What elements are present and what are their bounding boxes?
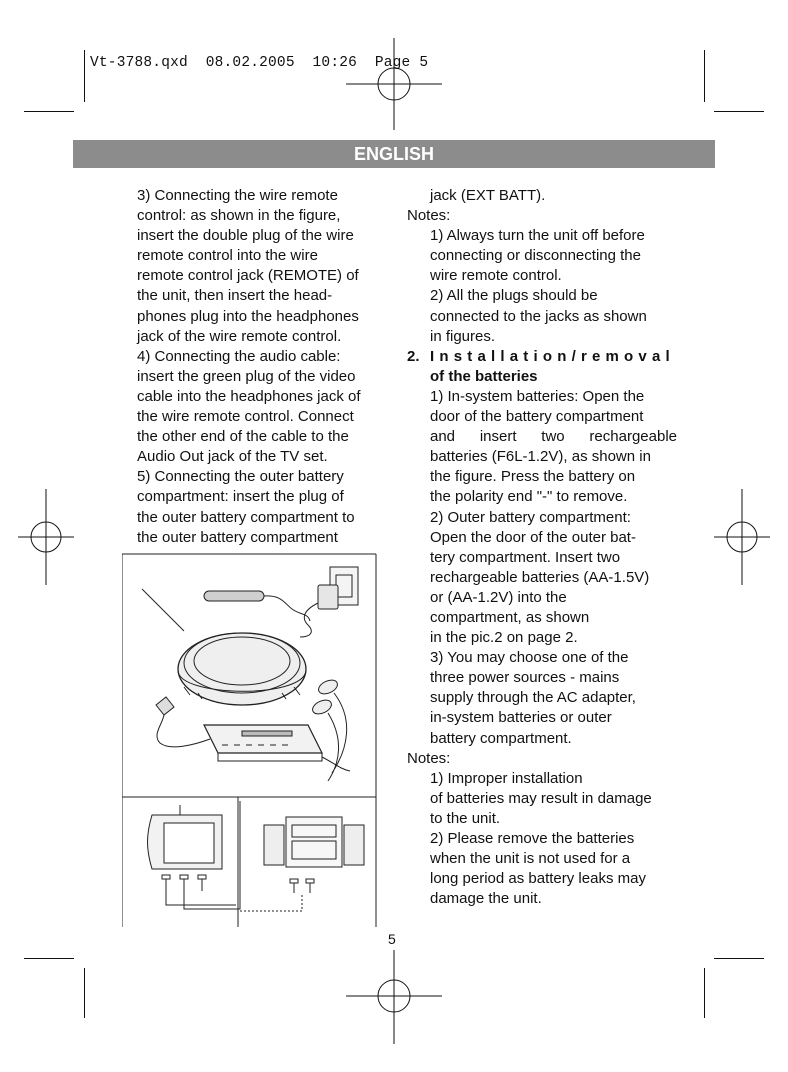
text-line: the figure. Press the battery on bbox=[430, 468, 636, 486]
text-line: connecting or disconnecting the bbox=[430, 247, 641, 265]
text-line: insert the double plug of the wire bbox=[137, 227, 354, 245]
text-line: 1) In-system batteries: Open the bbox=[430, 387, 645, 405]
text-line: compartment, as shown bbox=[430, 608, 590, 626]
page-number: 5 bbox=[388, 931, 396, 947]
text-line: batteries (F6L-1.2V), as shown in bbox=[430, 448, 651, 466]
text-line: rechargeable batteries (AA-1.5V) bbox=[430, 568, 650, 586]
text-line: damage the unit. bbox=[430, 890, 542, 908]
text-line: 1) Always turn the unit off before bbox=[430, 227, 645, 245]
text-line: door of the battery compartment bbox=[430, 408, 644, 426]
connection-diagram bbox=[122, 549, 377, 929]
text-line: to the unit. bbox=[430, 809, 501, 827]
text-line: tery compartment. Insert two bbox=[430, 548, 621, 566]
text-line: remote control jack (REMOTE) of bbox=[137, 267, 359, 285]
text-line: or (AA-1.2V) into the bbox=[430, 588, 567, 606]
text-line: the other end of the cable to the bbox=[137, 428, 349, 446]
text-line: 1) Improper installation bbox=[430, 769, 583, 787]
text-line: in figures. bbox=[430, 327, 496, 345]
section-number: 2. bbox=[407, 347, 420, 365]
section-heading bbox=[407, 347, 677, 367]
text-line: Open the door of the outer bat- bbox=[430, 528, 636, 546]
text-line: Audio Out jack of the TV set. bbox=[137, 448, 328, 466]
text-line: supply through the AC adapter, bbox=[430, 689, 636, 707]
text-line: 3) Connecting the wire remote bbox=[137, 187, 338, 204]
right-text-column bbox=[407, 186, 677, 909]
text-line: 4) Connecting the audio cable: bbox=[137, 347, 341, 365]
text-line: and insert two rechargeable bbox=[430, 428, 677, 446]
text-line: the wire remote control. Connect bbox=[137, 408, 354, 426]
section-title: Installation/removal bbox=[430, 347, 675, 365]
text-line: compartment: insert the plug of bbox=[137, 488, 344, 506]
text-line: control: as shown in the figure, bbox=[137, 207, 341, 225]
text-line: 2) All the plugs should be bbox=[430, 287, 598, 305]
text-line: insert the green plug of the video bbox=[137, 367, 356, 385]
text-line: remote control into the wire bbox=[137, 247, 318, 265]
text-line: the outer battery compartment bbox=[137, 528, 338, 546]
text-line: battery compartment. bbox=[430, 729, 572, 747]
text-line: wire remote control. bbox=[430, 267, 562, 285]
section-title-continued: of the batteries bbox=[430, 367, 538, 385]
text-line: phones plug into the headphones bbox=[137, 307, 359, 325]
registration-mark-top bbox=[344, 32, 444, 142]
text-line: the polarity end "-" to remove. bbox=[430, 488, 628, 506]
text-line: jack of the wire remote control. bbox=[137, 327, 342, 345]
text-line: in-system batteries or outer bbox=[430, 709, 612, 727]
text-line: three power sources - mains bbox=[430, 669, 620, 687]
text-line: 3) You may choose one of the bbox=[430, 649, 629, 667]
left-text-column bbox=[137, 186, 387, 548]
text-line: of batteries may result in damage bbox=[430, 789, 652, 807]
language-label: ENGLISH bbox=[353, 143, 434, 164]
text-line: cable into the headphones jack of bbox=[137, 387, 361, 405]
notes-label: Notes: bbox=[407, 749, 451, 767]
text-line: jack (EXT BATT). bbox=[430, 187, 546, 204]
print-slug-line: Vt-3788.qxd 08.02.2005 10:26 Page 5 bbox=[90, 55, 429, 71]
registration-mark-left bbox=[16, 487, 76, 587]
text-line: in the pic.2 on page 2. bbox=[430, 629, 578, 647]
language-header-bar bbox=[73, 140, 715, 168]
notes-label: Notes: bbox=[407, 207, 451, 225]
text-line: the outer battery compartment to bbox=[137, 508, 355, 526]
text-line: connected to the jacks as shown bbox=[430, 307, 647, 325]
text-line: the unit, then insert the head- bbox=[137, 287, 333, 305]
registration-mark-right bbox=[712, 487, 772, 587]
text-line: 5) Connecting the outer battery bbox=[137, 468, 344, 486]
text-line: when the unit is not used for a bbox=[430, 850, 631, 868]
registration-mark-bottom bbox=[344, 948, 444, 1048]
text-line: long period as battery leaks may bbox=[430, 870, 646, 888]
text-line: 2) Outer battery compartment: bbox=[430, 508, 631, 526]
text-line: 2) Please remove the batteries bbox=[430, 830, 635, 847]
